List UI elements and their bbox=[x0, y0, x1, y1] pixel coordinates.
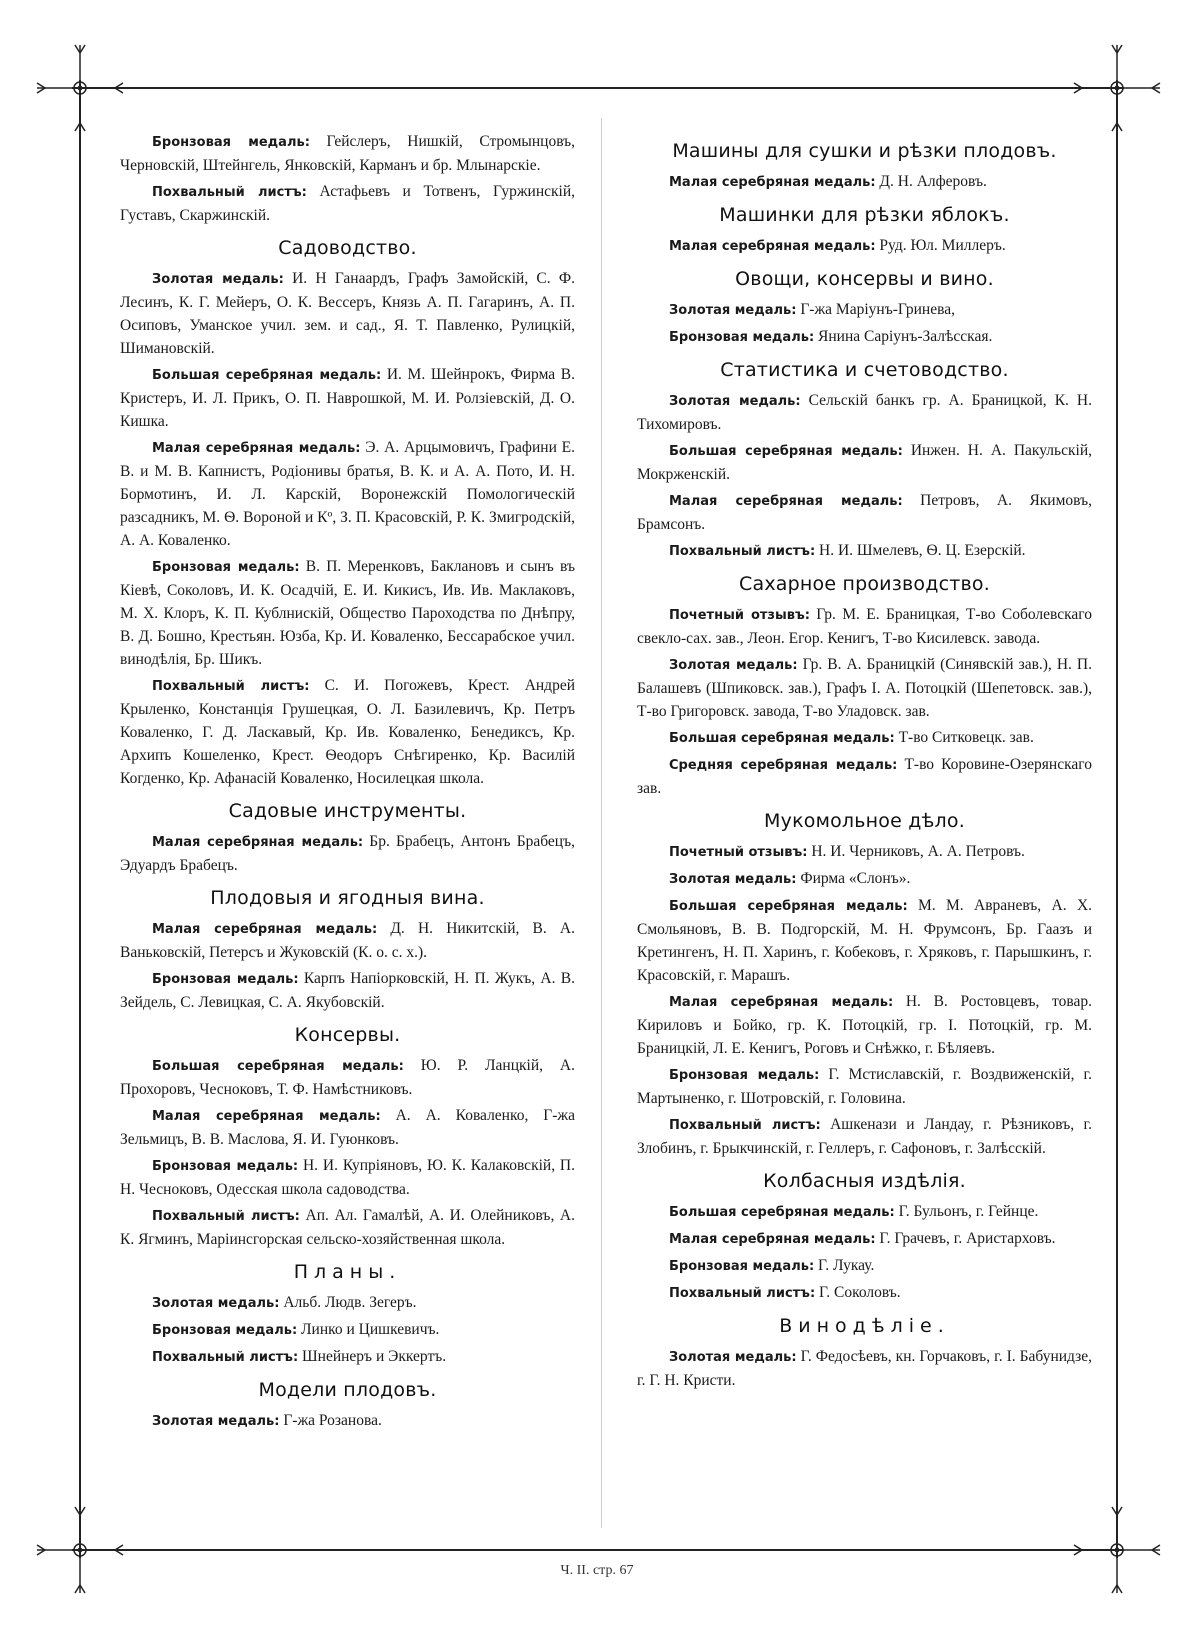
award-entry bbox=[637, 489, 1092, 536]
award-label: Малая серебряная медаль: bbox=[669, 995, 894, 1010]
section-title: Машинки для рѣзки яблокъ. bbox=[719, 204, 1010, 226]
award-recipients: И. Н Ганаардъ, Графъ Замойскій, С. Ф. Лесинъ, К. Г. Мейеръ, О. К. Вессеръ, Князь А. П. Гагаринъ, А. П. Осиповъ, Уманское учил. зем. и сад., Я. Т. Павленко, Рулицкій, Шимановскій. bbox=[120, 270, 576, 357]
award-recipients: С. И. Погожевъ, Крест. Андрей Крыленко, Констанція Грушецкая, О. Л. Базилевичъ, Кр. Петръ Коваленко, Г. Д. Ласкавый, Кр. Ив. Коваленко, Бенедиксъ, Кр. Архипъ Кошеленко, Крест. Ѳеодоръ Снѣгиренко, Кр. Василій Когденко, Кр. Афанасій Коваленко, Носилецкая школа. bbox=[120, 677, 575, 787]
section-title: Статистика и счетоводство. bbox=[720, 359, 1009, 381]
award-label: Похвальный листъ: bbox=[669, 544, 816, 559]
award-recipients: Шнейнеръ и Эккертъ. bbox=[302, 1348, 447, 1365]
section-title: Машины для сушки и рѣзки плодовъ. bbox=[672, 140, 1057, 162]
award-entry bbox=[637, 389, 1092, 436]
award-recipients: В. П. Меренковъ, Баклановъ и сынъ въ Кіевѣ, Соколовъ, И. К. Осадчій, Е. И. Кикисъ, Ив. Ив. Маклаковъ, М. Х. Клоръ, К. П. Кублнискій, Общество Пароходства по Днѣпру, В. Д. Бошно, Крестьян. Юзба, Кр. И. Коваленко, Бессарабское учил. винодѣлія, Бр. Шикъ. bbox=[120, 558, 575, 668]
award-entry bbox=[637, 1113, 1092, 1160]
award-entry bbox=[637, 726, 1092, 750]
award-label: Бронзовая медаль: bbox=[152, 1323, 298, 1338]
award-label: Бронзовая медаль: bbox=[669, 1259, 815, 1274]
award-recipients: Н. И. Шмелевъ, Ѳ. Ц. Езерскій. bbox=[819, 542, 1026, 559]
award-recipients: А. А. Коваленко, Г-жа Зельмицъ, В. В. Маслова, Я. И. Гуюнковъ. bbox=[120, 1107, 575, 1148]
award-recipients: Фирма «Слонъ». bbox=[800, 870, 911, 887]
award-recipients: Петровъ, А. Якимовъ, Брамсонъ. bbox=[637, 492, 1092, 533]
award-entry bbox=[637, 234, 1092, 258]
award-label: Большая серебряная медаль: bbox=[152, 1059, 404, 1074]
award-entry bbox=[120, 436, 575, 552]
award-label: Золотая медаль: bbox=[669, 658, 798, 673]
award-recipients: Г. Лукау. bbox=[818, 1257, 875, 1274]
award-entry bbox=[120, 917, 575, 964]
award-label: Похвальный листъ: bbox=[152, 1209, 300, 1224]
award-entry bbox=[637, 1227, 1092, 1251]
award-entry bbox=[120, 1291, 575, 1315]
corner-ornament-icon bbox=[1072, 1505, 1162, 1595]
award-recipients: Ап. Ал. Гамалѣй, А. И. Олейниковъ, А. К. Ягминъ, Маріинсгорская сельско-хозяйственная школа. bbox=[120, 1207, 575, 1248]
award-label: Золотая медаль: bbox=[152, 272, 284, 287]
award-label: Золотая медаль: bbox=[152, 1296, 280, 1311]
award-entry bbox=[120, 1104, 575, 1151]
award-label: Похвальный листъ: bbox=[152, 1350, 299, 1365]
award-label: Бронзовая медаль: bbox=[152, 560, 300, 575]
award-label: Малая серебряная медаль: bbox=[152, 835, 364, 850]
award-entry bbox=[637, 603, 1092, 650]
award-recipients: Линко и Цишкевичъ. bbox=[301, 1321, 440, 1338]
award-entry bbox=[120, 830, 575, 877]
award-entry bbox=[120, 555, 575, 671]
award-entry bbox=[637, 439, 1092, 486]
award-label: Почетный отзывъ: bbox=[669, 608, 810, 623]
section-title: Модели плодовъ. bbox=[258, 1379, 437, 1401]
award-entry bbox=[120, 1204, 575, 1251]
section-title: Садовые инструменты. bbox=[228, 800, 467, 822]
award-entry bbox=[637, 1281, 1092, 1305]
award-entry bbox=[637, 170, 1092, 194]
award-entry bbox=[637, 1063, 1092, 1110]
award-recipients: Гр. М. Е. Браницкая, Т-во Соболевскаго свекло-сах. зав., Леон. Егор. Кенигъ, Т-во Кисилевск. завода. bbox=[637, 606, 1093, 647]
left-column bbox=[120, 130, 575, 1436]
award-label: Большая серебряная медаль: bbox=[669, 899, 908, 914]
award-entry bbox=[120, 674, 575, 790]
section-title: Консервы. bbox=[294, 1024, 401, 1046]
award-recipients: Г-жа Розанова. bbox=[283, 1412, 382, 1429]
award-entry bbox=[637, 539, 1092, 563]
award-entry bbox=[637, 894, 1092, 987]
section-title: Овощи, консервы и вино. bbox=[735, 268, 994, 290]
award-label: Золотая медаль: bbox=[669, 303, 797, 318]
award-recipients: М. М. Авраневъ, А. Х. Смольяновъ, В. В. Подгорскій, М. Н. Фрумсонъ, Бр. Гаазъ и Кретингенъ, Н. П. Харинъ, г. Кобековъ, г. Хряковъ, г. Парышкинъ, г. Красовскій, г. Марашъ. bbox=[637, 897, 1093, 984]
corner-ornament-icon bbox=[35, 43, 125, 133]
award-recipients: Г. Грачевъ, г. Аристарховъ. bbox=[879, 1230, 1056, 1247]
award-recipients: Н. И. Купріяновъ, Ю. К. Калаковскій, П. Н. Чесноковъ, Одесская школа садоводства. bbox=[120, 1157, 575, 1198]
award-entry bbox=[120, 1318, 575, 1342]
award-recipients: Э. А. Арцымовичъ, Графини Е. В. и М. В. Капнистъ, Родіонивы братья, В. К. и А. А. Пото, И. Н. Бормотинъ, И. Л. Карскій, Воронежскій Помологическій разсадникъ, М. Ѳ. Вороной и Кº, З. П. Красовскій, Р. К. Змигродскій, А. А. Коваленко. bbox=[120, 439, 576, 549]
column-separator bbox=[601, 118, 602, 1528]
award-entry bbox=[120, 180, 575, 227]
award-label: Малая серебряная медаль: bbox=[152, 922, 378, 937]
award-label: Бронзовая медаль: bbox=[152, 1159, 299, 1174]
award-entry bbox=[120, 130, 575, 177]
section-title: Плодовыя и ягодныя вина. bbox=[210, 887, 485, 909]
award-recipients: Гр. В. А. Браницкій (Синявскій зав.), Н. П. Балашевъ (Шпиковск. зав.), Графъ І. А. Потоцкій (Шепетовск. зав.), Т-во Григоровск. завода, Т-во Уладовск. зав. bbox=[637, 656, 1092, 720]
section-title: Сахарное производство. bbox=[739, 573, 990, 595]
award-entry bbox=[637, 653, 1092, 723]
award-recipients: Янина Саріунъ-Залѣсская. bbox=[818, 328, 993, 345]
frame-right-rule bbox=[1116, 80, 1118, 1558]
award-label: Большая серебряная медаль: bbox=[669, 731, 895, 746]
award-label: Малая серебряная медаль: bbox=[152, 441, 361, 456]
award-label: Бронзовая медаль: bbox=[669, 1068, 820, 1083]
award-label: Золотая медаль: bbox=[669, 394, 801, 409]
award-label: Золотая медаль: bbox=[669, 1350, 797, 1365]
award-recipients: Н. В. Ростовцевъ, товар. Кириловъ и Бойко, гр. К. Потоцкій, гр. І. Потоцкій, гр. М. Браницкій, Л. Е. Кенигъ, Роговъ и Снѣжко, г. Бѣляевъ. bbox=[637, 993, 1092, 1057]
award-recipients: Альб. Людв. Зегеръ. bbox=[283, 1294, 417, 1311]
award-label: Малая серебряная медаль: bbox=[669, 1232, 876, 1247]
section-title: Винодѣліе. bbox=[779, 1315, 950, 1337]
award-recipients: Т-во Ситковецк. зав. bbox=[898, 729, 1034, 746]
corner-ornament-icon bbox=[1072, 43, 1162, 133]
section-title: Колбасныя издѣлія. bbox=[763, 1170, 966, 1192]
award-entry bbox=[637, 325, 1092, 349]
award-label: Малая серебряная медаль: bbox=[669, 239, 876, 254]
award-recipients: Карпъ Напіорковскій, Н. П. Жукъ, А. В. Зейдель, С. Левицкая, С. А. Якубовскій. bbox=[120, 970, 576, 1011]
award-label: Большая серебряная медаль: bbox=[669, 444, 903, 459]
award-recipients: Д. Н. Алферовъ. bbox=[879, 173, 987, 190]
section-title: Садоводство. bbox=[278, 237, 417, 259]
award-recipients: Г. Федосѣевъ, кн. Горчаковъ, г. І. Бабунидзе, г. Г. Н. Кристи. bbox=[637, 1348, 1092, 1389]
award-recipients: Т-во Коровине-Озерянскаго зав. bbox=[637, 756, 1092, 797]
award-label: Большая серебряная медаль: bbox=[669, 1205, 895, 1220]
award-label: Большая серебряная медаль: bbox=[152, 368, 382, 383]
award-recipients: Руд. Юл. Миллеръ. bbox=[879, 237, 1006, 254]
award-recipients: Н. И. Черниковъ, А. А. Петровъ. bbox=[811, 843, 1025, 860]
award-label: Похвальный листъ: bbox=[152, 185, 307, 200]
award-recipients: Бр. Брабецъ, Антонъ Брабецъ, Эдуардъ Брабецъ. bbox=[120, 833, 575, 874]
award-entry bbox=[120, 1345, 575, 1369]
award-label: Похвальный листъ: bbox=[669, 1286, 816, 1301]
award-label: Золотая медаль: bbox=[152, 1414, 280, 1429]
award-entry bbox=[120, 1409, 575, 1433]
award-recipients: Ашкенази и Ландау, г. Рѣзниковъ, г. Злобинъ, г. Брыкчинскій, г. Геллеръ, г. Сафоновъ, г. Залѣсскій. bbox=[637, 1116, 1092, 1157]
award-label: Малая серебряная медаль: bbox=[669, 175, 876, 190]
award-recipients: Г. Бульонъ, г. Гейнце. bbox=[898, 1203, 1039, 1220]
award-recipients: Ю. Р. Ланцкій, А. Прохоровъ, Чесноковъ, Т. Ф. Намѣстниковъ. bbox=[120, 1057, 575, 1098]
award-entry bbox=[637, 298, 1092, 322]
award-entry bbox=[637, 753, 1092, 800]
award-recipients: Инжен. Н. А. Пакульскій, Мокрженскій. bbox=[637, 442, 1092, 483]
award-recipients: Сельскій банкъ гр. А. Браницкой, К. Н. Тихомировъ. bbox=[637, 392, 1092, 433]
award-entry bbox=[120, 267, 575, 360]
section-title: Мукомольное дѣло. bbox=[764, 810, 965, 832]
award-label: Малая серебряная медаль: bbox=[669, 494, 903, 509]
award-label: Похвальный листъ: bbox=[669, 1118, 821, 1133]
corner-ornament-icon bbox=[35, 1505, 125, 1595]
award-entry bbox=[637, 1345, 1092, 1392]
award-recipients: Гейслеръ, Нишкій, Стромынцовъ, Черновскій, Штейнгель, Янковскій, Карманъ и бр. Млынарскіе. bbox=[120, 133, 576, 174]
award-label: Почетный отзывъ: bbox=[669, 845, 808, 860]
award-entry bbox=[637, 990, 1092, 1060]
award-recipients: Астафьевъ и Тотвенъ, Гуржинскій, Густавъ, Скаржинскій. bbox=[120, 183, 576, 224]
award-recipients: Г-жа Маріунъ-Гринева, bbox=[800, 301, 955, 318]
award-entry bbox=[637, 867, 1092, 891]
award-recipients: И. М. Шейнрокъ, Фирма В. Кристеръ, И. Л. Прикъ, О. П. Наврошкой, М. И. Ролзіевскій, Д. О. Кишка. bbox=[120, 366, 575, 430]
award-entry bbox=[637, 840, 1092, 864]
award-label: Средняя серебряная медаль: bbox=[669, 758, 898, 773]
award-entry bbox=[120, 363, 575, 433]
award-label: Бронзовая медаль: bbox=[152, 972, 299, 987]
award-recipients: Д. Н. Никитскій, В. А. Ваньковскій, Петерсъ и Жуковскій (К. о. с. х.). bbox=[120, 920, 575, 961]
award-entry bbox=[120, 1054, 575, 1101]
award-entry bbox=[120, 1154, 575, 1201]
award-label: Похвальный листъ: bbox=[152, 679, 310, 694]
award-label: Бронзовая медаль: bbox=[152, 135, 310, 150]
award-recipients: Г. Соколовъ. bbox=[819, 1284, 901, 1301]
award-entry bbox=[637, 1200, 1092, 1224]
right-column bbox=[637, 130, 1092, 1395]
frame-top-rule bbox=[72, 87, 1124, 89]
award-label: Бронзовая медаль: bbox=[669, 330, 815, 345]
award-recipients: Г. Мстиславскій, г. Воздвиженскій, г. Мартыненко, г. Шотровскій, г. Головина. bbox=[637, 1066, 1093, 1107]
award-entry bbox=[637, 1254, 1092, 1278]
award-entry bbox=[120, 967, 575, 1014]
frame-left-rule bbox=[79, 80, 81, 1558]
frame-bottom-rule bbox=[72, 1549, 1124, 1551]
section-title: Планы. bbox=[293, 1261, 402, 1283]
award-label: Золотая медаль: bbox=[669, 872, 797, 887]
award-label: Малая серебряная медаль: bbox=[152, 1109, 381, 1124]
page-number: Ч. II. стр. 67 bbox=[560, 1563, 634, 1578]
